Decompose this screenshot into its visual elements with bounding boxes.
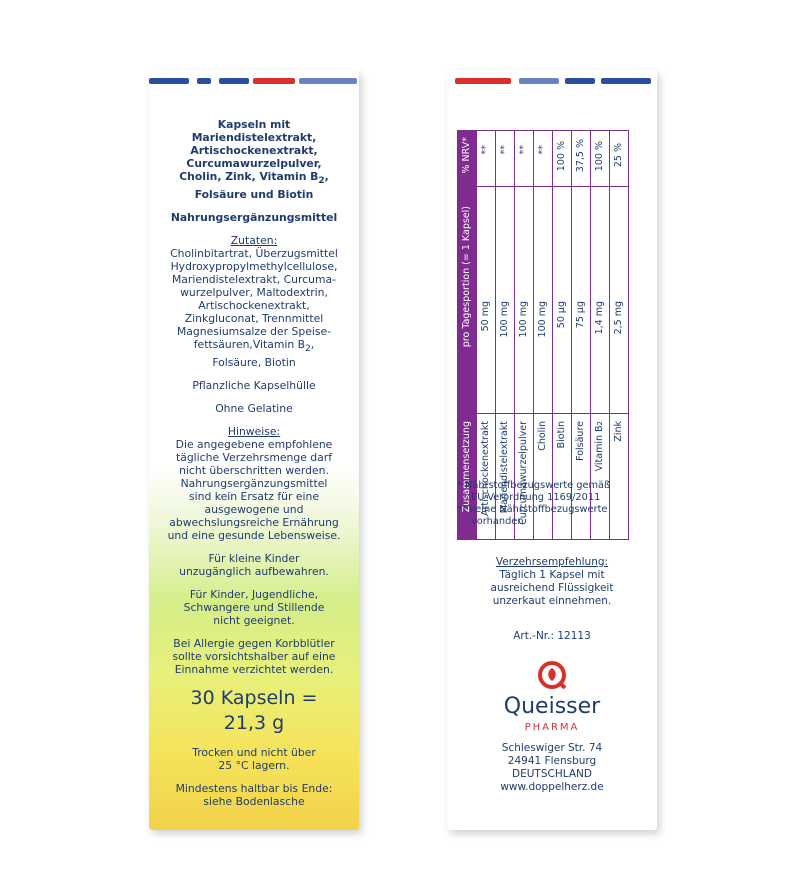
ingredients-line: Magnesiumsalze der Speise- bbox=[176, 325, 332, 339]
table-row-amount: 100 mg bbox=[499, 301, 510, 338]
brand-name: Queisser bbox=[503, 694, 601, 719]
gelatine-note: Ohne Gelatine bbox=[215, 402, 293, 416]
table-row-name: Folsäure bbox=[575, 421, 586, 461]
queisser-logo-icon bbox=[537, 660, 567, 690]
footnote-line: ** keine Nährstoffbezugswerte bbox=[457, 504, 608, 515]
ingredients-section bbox=[155, 234, 353, 369]
footnote-line: * Nährstoffbezugswerte gemäß bbox=[457, 480, 611, 491]
blue-stripe bbox=[601, 78, 651, 84]
table-row-amount: 50 mg bbox=[480, 301, 491, 332]
row-name-text: Vitamin B bbox=[594, 425, 605, 472]
ingredients-line: Folsäure, Biotin bbox=[212, 356, 296, 370]
address-line: DEUTSCHLAND bbox=[512, 768, 592, 780]
note-line: Nahrungsergänzungsmittel bbox=[180, 477, 328, 491]
product-line-comma: , bbox=[324, 170, 329, 183]
allergy-warning bbox=[155, 637, 353, 676]
table-row-amount: 75 µg bbox=[575, 301, 586, 329]
note-line: abwechslungsreiche Ernährung bbox=[169, 516, 339, 530]
dosage-section bbox=[447, 556, 657, 608]
product-line: Artischockenextrakt, bbox=[190, 144, 318, 157]
dosage-heading: Verzehrsempfehlung: bbox=[495, 556, 609, 568]
dosage-line: Täglich 1 Kapsel mit bbox=[499, 569, 605, 581]
ingredients-line: Zinkgluconat, Trennmittel bbox=[184, 312, 324, 326]
ingredients-comma: , bbox=[310, 338, 315, 352]
subscript: 2 bbox=[305, 344, 311, 355]
table-row-nrv: 37,5 % bbox=[575, 139, 586, 173]
best-before-line: Mindestens haltbar bis Ende: bbox=[175, 782, 333, 796]
note-line: ausgewogene und bbox=[204, 503, 304, 517]
ingredients-line: Artischockenextrakt, bbox=[198, 299, 310, 313]
product-line: Mariendistelextrakt, bbox=[191, 131, 317, 144]
quantity-line: 21,3 g bbox=[223, 712, 285, 735]
table-row-nrv: 25 % bbox=[613, 143, 624, 168]
table-row-name: Curcumawurzelpulver bbox=[518, 421, 529, 525]
right-panel-top-strip bbox=[447, 70, 657, 104]
address-line: 24941 Flensburg bbox=[507, 755, 597, 767]
row-divider bbox=[571, 131, 572, 539]
table-divider bbox=[458, 186, 628, 187]
address-block bbox=[447, 742, 657, 794]
quantity bbox=[155, 686, 353, 736]
table-row-nrv: ** bbox=[499, 145, 510, 155]
blue-stripe bbox=[197, 78, 211, 84]
ingredients-text: fettsäuren,Vitamin B bbox=[193, 338, 306, 352]
row-divider bbox=[476, 131, 477, 539]
footnotes bbox=[457, 480, 652, 528]
red-stripe bbox=[455, 78, 511, 84]
table-row-nrv: ** bbox=[537, 145, 548, 155]
storage-line: Trocken und nicht über bbox=[192, 746, 316, 760]
ingredients-line: Cholinbitartrat, Überzugsmittel bbox=[170, 247, 338, 261]
notes-heading: Hinweise: bbox=[227, 425, 281, 439]
table-row-name bbox=[594, 421, 605, 471]
table-row-name: Biotin bbox=[556, 421, 567, 449]
table-row-nrv: ** bbox=[518, 145, 529, 155]
blue-stripe bbox=[519, 78, 559, 84]
note-line: Schwangere und Stillende bbox=[183, 601, 325, 615]
product-line: Folsäure und Biotin bbox=[194, 188, 314, 202]
storage-line: 25 °C lagern. bbox=[218, 759, 290, 773]
best-before-note bbox=[155, 782, 353, 808]
red-stripe bbox=[253, 78, 295, 84]
table-row-amount: 2,5 mg bbox=[613, 301, 624, 335]
table-row-name: Mariendistelextrakt bbox=[499, 421, 510, 514]
ingredients-heading: Zutaten: bbox=[230, 234, 278, 248]
storage-note bbox=[155, 746, 353, 772]
note-line: nicht geeignet. bbox=[213, 614, 295, 628]
table-row-nrv: 100 % bbox=[556, 141, 567, 172]
ingredients-line bbox=[155, 338, 353, 356]
row-divider bbox=[590, 131, 591, 539]
footnote-line: vorhanden bbox=[471, 516, 524, 527]
note-line: nicht überschritten werden. bbox=[179, 464, 329, 478]
note-line: sollte vorsichtshalber auf eine bbox=[172, 650, 336, 664]
note-line: sind kein Ersatz für eine bbox=[188, 490, 320, 504]
product-line: Kapseln mit bbox=[217, 118, 291, 131]
table-row-amount: 1,4 mg bbox=[594, 301, 605, 335]
dosage-line: ausreichend Flüssigkeit bbox=[490, 582, 614, 594]
capsule-shell-note: Pflanzliche Kapselhülle bbox=[192, 379, 316, 393]
table-row-name: Zink bbox=[613, 421, 624, 442]
footnote-line: EU-Verordnung 1169/2011 bbox=[471, 492, 601, 503]
subscript: 2 bbox=[318, 176, 325, 187]
blue-stripe bbox=[299, 78, 357, 84]
note-line: tägliche Verzehrsmenge darf bbox=[175, 451, 333, 465]
note-line: Bei Allergie gegen Korbblütler bbox=[173, 637, 335, 651]
nutrition-table bbox=[457, 130, 629, 540]
product-line bbox=[155, 170, 353, 188]
row-divider bbox=[609, 131, 610, 539]
row-divider bbox=[533, 131, 534, 539]
best-before-line: siehe Bodenlasche bbox=[203, 795, 305, 809]
product-description bbox=[155, 118, 353, 201]
header-portion: pro Tagesportion (= 1 Kapsel) bbox=[461, 206, 472, 348]
right-package-panel bbox=[447, 70, 657, 830]
subscript: 2 bbox=[596, 421, 604, 426]
product-type: Nahrungsergänzungsmittel bbox=[170, 211, 338, 225]
table-row-amount: 50 µg bbox=[556, 301, 567, 329]
header-nrv: % NRV* bbox=[461, 137, 472, 174]
left-panel-text bbox=[149, 118, 359, 818]
blue-stripe bbox=[219, 78, 249, 84]
address-line: Schleswiger Str. 74 bbox=[501, 742, 603, 754]
product-line-text: Cholin, Zink, Vitamin B bbox=[179, 170, 319, 183]
article-number: Art.-Nr.: 12113 bbox=[513, 630, 591, 642]
left-panel-top-strip bbox=[149, 70, 359, 104]
table-row-name: Artischockenextrakt bbox=[480, 421, 491, 517]
note-line: Einnahme verzichtet werden. bbox=[174, 663, 334, 677]
brand-subtitle: PHARMA bbox=[524, 722, 580, 733]
row-divider bbox=[514, 131, 515, 539]
note-line: unzugänglich aufbewahren. bbox=[179, 565, 329, 579]
ingredients-line: Hydroxypropylmethylcellulose, bbox=[170, 260, 338, 274]
notes-section bbox=[155, 425, 353, 542]
header-composition: Zusammensetzung bbox=[461, 421, 472, 513]
row-divider bbox=[495, 131, 496, 539]
note-line: Die angegebene empfohlene bbox=[175, 438, 333, 452]
note-line: Für kleine Kinder bbox=[208, 552, 300, 566]
blue-stripe bbox=[565, 78, 595, 84]
table-divider bbox=[458, 413, 628, 414]
suitability-warning bbox=[155, 588, 353, 627]
children-warning bbox=[155, 552, 353, 578]
dosage-line: unzerkaut einnehmen. bbox=[492, 595, 612, 607]
ingredients-line: Mariendistelextrakt, Curcuma- bbox=[171, 273, 337, 287]
table-row-name: Cholin bbox=[537, 421, 548, 451]
note-line: Für Kinder, Jugendliche, bbox=[189, 588, 319, 602]
table-row-nrv: 100 % bbox=[594, 141, 605, 172]
table-row-nrv: ** bbox=[480, 145, 491, 155]
website-link: www.doppelherz.de bbox=[500, 781, 604, 793]
row-divider bbox=[552, 131, 553, 539]
product-line: Curcumawurzelpulver, bbox=[186, 157, 322, 170]
left-package-panel bbox=[149, 70, 359, 830]
blue-stripe bbox=[149, 78, 189, 84]
quantity-line: 30 Kapseln = bbox=[190, 687, 318, 710]
table-row-amount: 100 mg bbox=[518, 301, 529, 338]
note-line: und eine gesunde Lebensweise. bbox=[167, 529, 341, 543]
ingredients-line: wurzelpulver, Maltodextrin, bbox=[180, 286, 328, 300]
table-row-amount: 100 mg bbox=[537, 301, 548, 338]
